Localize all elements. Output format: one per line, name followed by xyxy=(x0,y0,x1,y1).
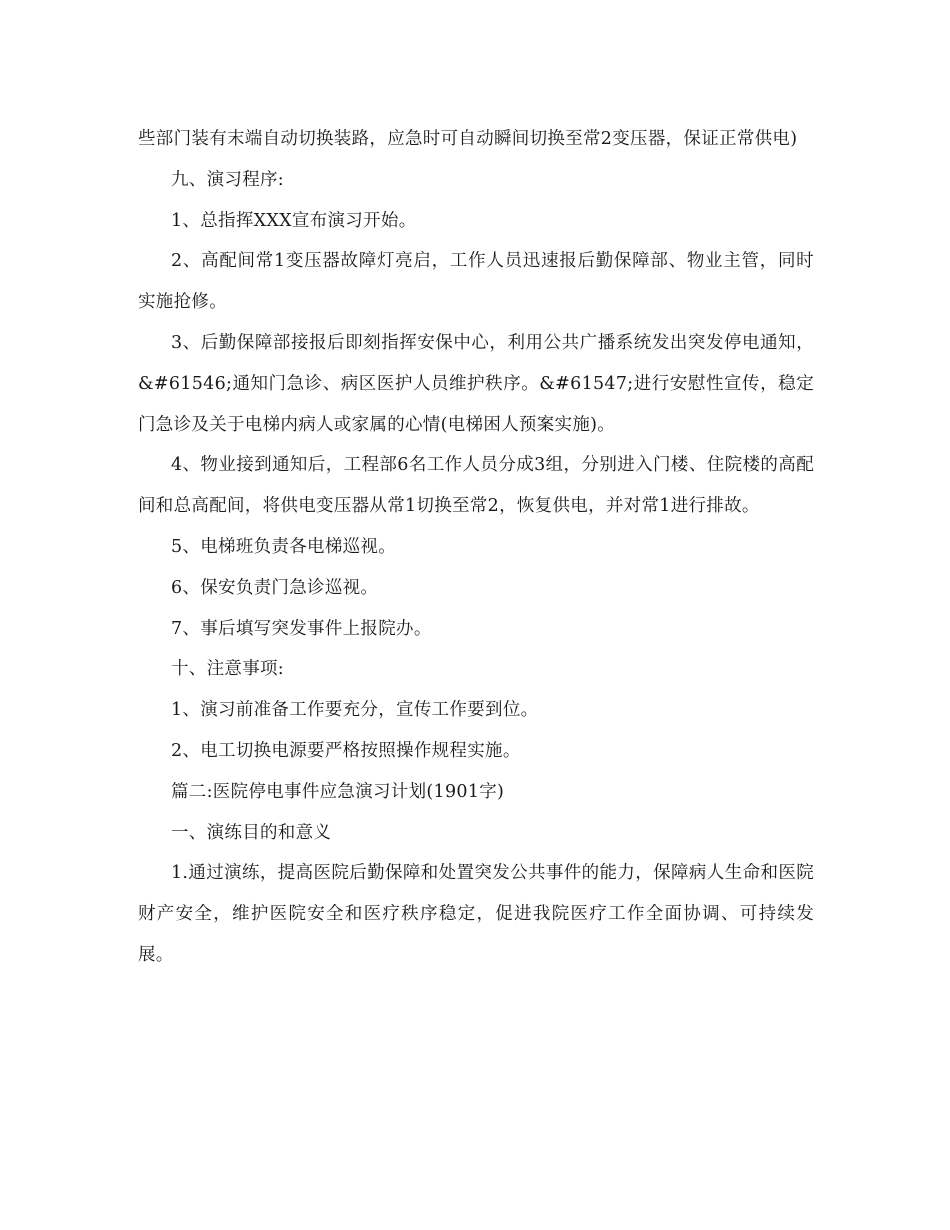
list-item: 4、物业接到通知后，工程部6名工作人员分成3组，分别进入门楼、住院楼的高配间和总高配间，将供电变压器从常1切换至常2，恢复供电，并对常1进行排故。 xyxy=(138,455,814,517)
chapter-title: 篇二:医院停电事件应急演习计划(1901字) xyxy=(171,781,505,802)
list-item: 6、保安负责门急诊巡视。 xyxy=(171,577,379,598)
list-item: 1、演习前准备工作要充分，宣传工作要到位。 xyxy=(171,700,539,721)
paragraph-continuation: 些部门装有末端自动切换装路，应急时可自动瞬间切换至常2变压器，保证正常供电) xyxy=(138,129,798,149)
list-item: 2、电工切换电源要严格按照操作规程实施。 xyxy=(171,740,521,761)
section-heading-purpose: 一、演练目的和意义 xyxy=(171,822,332,843)
section-heading-drill-procedure: 九、演习程序: xyxy=(171,169,284,190)
document-body xyxy=(138,119,814,976)
list-item: 7、事后填写突发事件上报院办。 xyxy=(171,618,432,639)
list-item: 1、总指挥XXX宣布演习开始。 xyxy=(171,210,417,231)
list-item: 2、高配间常1变压器故障灯亮启，工作人员迅速报后勤保障部、物业主管，同时实施抢修。 xyxy=(138,251,814,313)
list-item: 1.通过演练，提高医院后勤保障和处置突发公共事件的能力，保障病人生命和医院财产安全，维护医院安全和医疗秩序稳定，促进我院医疗工作全面协调、可持续发展。 xyxy=(138,863,814,965)
list-item: 3、后勤保障部接报后即刻指挥安保中心，利用公共广播系统发出突发停电通知，&#61546;通知门急诊、病区医护人员维护秩序。&#61547;进行安慰性宣传，稳定门急诊及关于电梯内病人或家属的心情(电梯困人预案实施)。 xyxy=(138,332,814,435)
section-heading-notes: 十、注意事项: xyxy=(171,659,284,680)
list-item: 5、电梯班负责各电梯巡视。 xyxy=(171,536,397,557)
